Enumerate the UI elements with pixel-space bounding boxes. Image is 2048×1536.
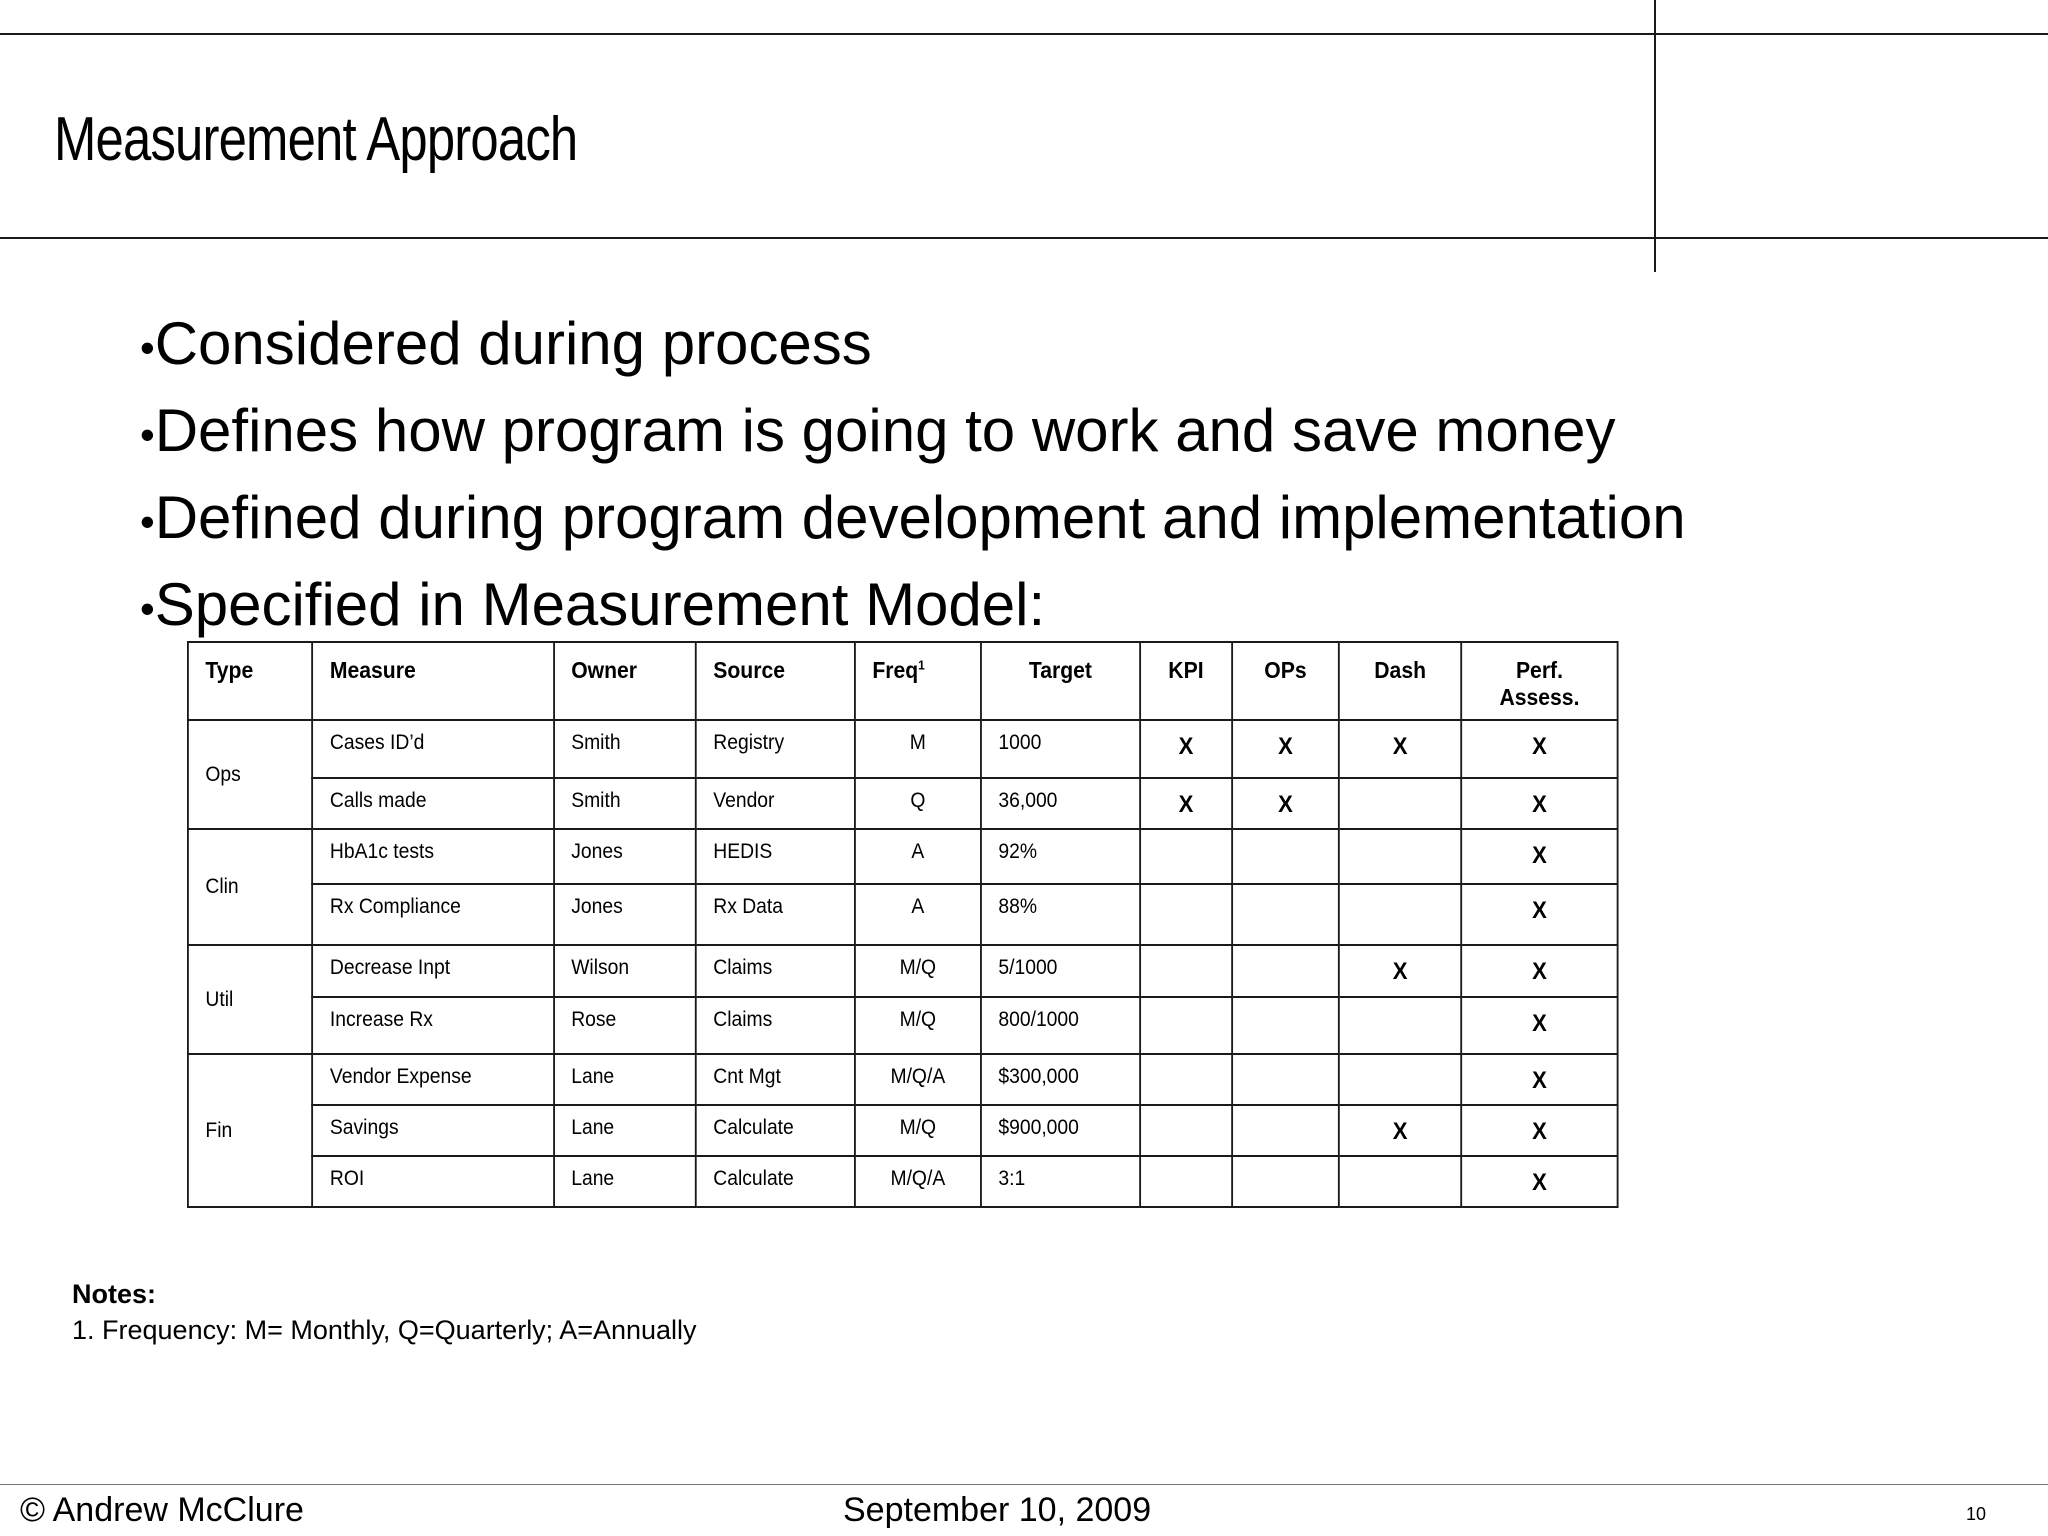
header-owner: Owner xyxy=(554,642,696,720)
freq-cell: M/Q/A xyxy=(855,1156,981,1207)
bullet-item xyxy=(140,561,1686,648)
measure-cell: Rx Compliance xyxy=(312,884,553,945)
measure-cell: HbA1c tests xyxy=(312,829,553,884)
kpi-mark-cell xyxy=(1140,1156,1232,1207)
target-cell: 3:1 xyxy=(981,1156,1140,1207)
header-perf xyxy=(1461,642,1617,720)
bullet-marker: • xyxy=(140,498,155,545)
perf-mark-cell: X xyxy=(1461,1105,1617,1156)
source-cell: Claims xyxy=(696,997,855,1054)
kpi-mark-cell: X xyxy=(1140,778,1232,829)
bullet-text: Defines how program is going to work and save money xyxy=(154,397,1616,464)
perf-mark-cell: X xyxy=(1461,945,1617,997)
type-group-cell: Clin xyxy=(188,829,312,945)
dash-mark-cell xyxy=(1339,1054,1461,1105)
header-measure: Measure xyxy=(312,642,553,720)
bullet-item xyxy=(140,474,1686,561)
header-perf-line1: Perf. xyxy=(1515,657,1563,683)
title-divider xyxy=(0,237,2048,239)
dash-mark-cell xyxy=(1339,1156,1461,1207)
bullet-marker: • xyxy=(140,585,155,632)
ops-mark-cell xyxy=(1232,997,1339,1054)
freq-cell: M/Q xyxy=(855,1105,981,1156)
kpi-mark-cell xyxy=(1140,884,1232,945)
ops-mark-cell xyxy=(1232,1105,1339,1156)
bullet-marker: • xyxy=(140,411,155,458)
perf-mark-cell: X xyxy=(1461,720,1617,778)
freq-cell: M/Q xyxy=(855,997,981,1054)
bullet-text: Considered during process xyxy=(154,310,872,377)
dash-mark-cell: X xyxy=(1339,945,1461,997)
owner-cell: Lane xyxy=(554,1156,696,1207)
dash-mark-cell: X xyxy=(1339,720,1461,778)
kpi-mark-cell xyxy=(1140,1105,1232,1156)
ops-mark-cell xyxy=(1232,1156,1339,1207)
table-row xyxy=(188,1105,1618,1156)
owner-cell: Wilson xyxy=(554,945,696,997)
measure-cell: Decrease Inpt xyxy=(312,945,553,997)
page-number: 10 xyxy=(1966,1504,1987,1524)
dash-mark-cell xyxy=(1339,884,1461,945)
header-source: Source xyxy=(696,642,855,720)
target-cell: 800/1000 xyxy=(981,997,1140,1054)
perf-mark-cell: X xyxy=(1461,1156,1617,1207)
perf-mark-cell: X xyxy=(1461,884,1617,945)
source-cell: Cnt Mgt xyxy=(696,1054,855,1105)
measure-cell: Vendor Expense xyxy=(312,1054,553,1105)
ops-mark-cell xyxy=(1232,945,1339,997)
freq-cell: A xyxy=(855,829,981,884)
target-cell: 1000 xyxy=(981,720,1140,778)
target-cell: 36,000 xyxy=(981,778,1140,829)
kpi-mark-cell xyxy=(1140,997,1232,1054)
header-freq xyxy=(855,642,981,720)
top-rule xyxy=(0,33,2048,35)
footer-date: September 10, 2009 xyxy=(843,1491,1152,1529)
owner-cell: Smith xyxy=(554,720,696,778)
measure-cell: Savings xyxy=(312,1105,553,1156)
owner-cell: Smith xyxy=(554,778,696,829)
source-cell: Calculate xyxy=(696,1156,855,1207)
perf-mark-cell: X xyxy=(1461,778,1617,829)
header-freq-label: Freq xyxy=(872,657,919,683)
bullet-marker: • xyxy=(140,324,155,371)
source-cell: Rx Data xyxy=(696,884,855,945)
source-cell: Vendor xyxy=(696,778,855,829)
measure-cell: Increase Rx xyxy=(312,997,553,1054)
notes-item: 1. Frequency: M= Monthly, Q=Quarterly; A=Annually xyxy=(72,1315,697,1345)
dash-mark-cell xyxy=(1339,778,1461,829)
notes-section xyxy=(72,1276,697,1348)
slide-title: Measurement Approach xyxy=(54,105,578,174)
header-kpi: KPI xyxy=(1140,642,1232,720)
header-perf-line2: Assess. xyxy=(1499,684,1580,710)
freq-cell: Q xyxy=(855,778,981,829)
dash-mark-cell xyxy=(1339,829,1461,884)
freq-cell: M/Q/A xyxy=(855,1054,981,1105)
ops-mark-cell xyxy=(1232,1054,1339,1105)
ops-mark-cell xyxy=(1232,829,1339,884)
table-row xyxy=(188,778,1618,829)
source-cell: Claims xyxy=(696,945,855,997)
ops-mark-cell: X xyxy=(1232,720,1339,778)
freq-cell: A xyxy=(855,884,981,945)
target-cell: 5/1000 xyxy=(981,945,1140,997)
table-row xyxy=(188,1156,1618,1207)
bullet-item xyxy=(140,300,1686,387)
table-row xyxy=(188,884,1618,945)
vertical-divider xyxy=(1654,0,1656,272)
header-freq-footnote: 1 xyxy=(918,657,925,673)
dash-mark-cell xyxy=(1339,997,1461,1054)
table-row xyxy=(188,997,1618,1054)
measurement-model-table xyxy=(187,641,1619,1208)
target-cell: 92% xyxy=(981,829,1140,884)
table-header-row xyxy=(188,642,1618,720)
kpi-mark-cell: X xyxy=(1140,720,1232,778)
ops-mark-cell xyxy=(1232,884,1339,945)
type-group-cell: Util xyxy=(188,945,312,1054)
source-cell: Registry xyxy=(696,720,855,778)
target-cell: $300,000 xyxy=(981,1054,1140,1105)
perf-mark-cell: X xyxy=(1461,1054,1617,1105)
table-row xyxy=(188,829,1618,884)
owner-cell: Jones xyxy=(554,829,696,884)
owner-cell: Lane xyxy=(554,1054,696,1105)
header-ops: OPs xyxy=(1232,642,1339,720)
measure-cell: Calls made xyxy=(312,778,553,829)
freq-cell: M xyxy=(855,720,981,778)
measure-cell: ROI xyxy=(312,1156,553,1207)
owner-cell: Lane xyxy=(554,1105,696,1156)
freq-cell: M/Q xyxy=(855,945,981,997)
source-cell: HEDIS xyxy=(696,829,855,884)
table-row xyxy=(188,720,1618,778)
dash-mark-cell: X xyxy=(1339,1105,1461,1156)
ops-mark-cell: X xyxy=(1232,778,1339,829)
notes-title: Notes: xyxy=(72,1279,157,1309)
bullet-list xyxy=(140,300,1686,648)
table-row xyxy=(188,1054,1618,1105)
bullet-item xyxy=(140,387,1686,474)
owner-cell: Jones xyxy=(554,884,696,945)
table-row xyxy=(188,945,1618,997)
source-cell: Calculate xyxy=(696,1105,855,1156)
type-group-cell: Ops xyxy=(188,720,312,829)
perf-mark-cell: X xyxy=(1461,829,1617,884)
footer-rule xyxy=(0,1484,2048,1485)
perf-mark-cell: X xyxy=(1461,997,1617,1054)
header-dash: Dash xyxy=(1339,642,1461,720)
footer-copyright: © Andrew McClure xyxy=(20,1491,304,1529)
target-cell: $900,000 xyxy=(981,1105,1140,1156)
target-cell: 88% xyxy=(981,884,1140,945)
owner-cell: Rose xyxy=(554,997,696,1054)
kpi-mark-cell xyxy=(1140,945,1232,997)
header-type: Type xyxy=(188,642,312,720)
bullet-text: Defined during program development and implementation xyxy=(154,484,1686,551)
measure-cell: Cases ID’d xyxy=(312,720,553,778)
header-target: Target xyxy=(981,642,1140,720)
kpi-mark-cell xyxy=(1140,1054,1232,1105)
kpi-mark-cell xyxy=(1140,829,1232,884)
type-group-cell: Fin xyxy=(188,1054,312,1207)
bullet-text: Specified in Measurement Model: xyxy=(154,571,1046,638)
